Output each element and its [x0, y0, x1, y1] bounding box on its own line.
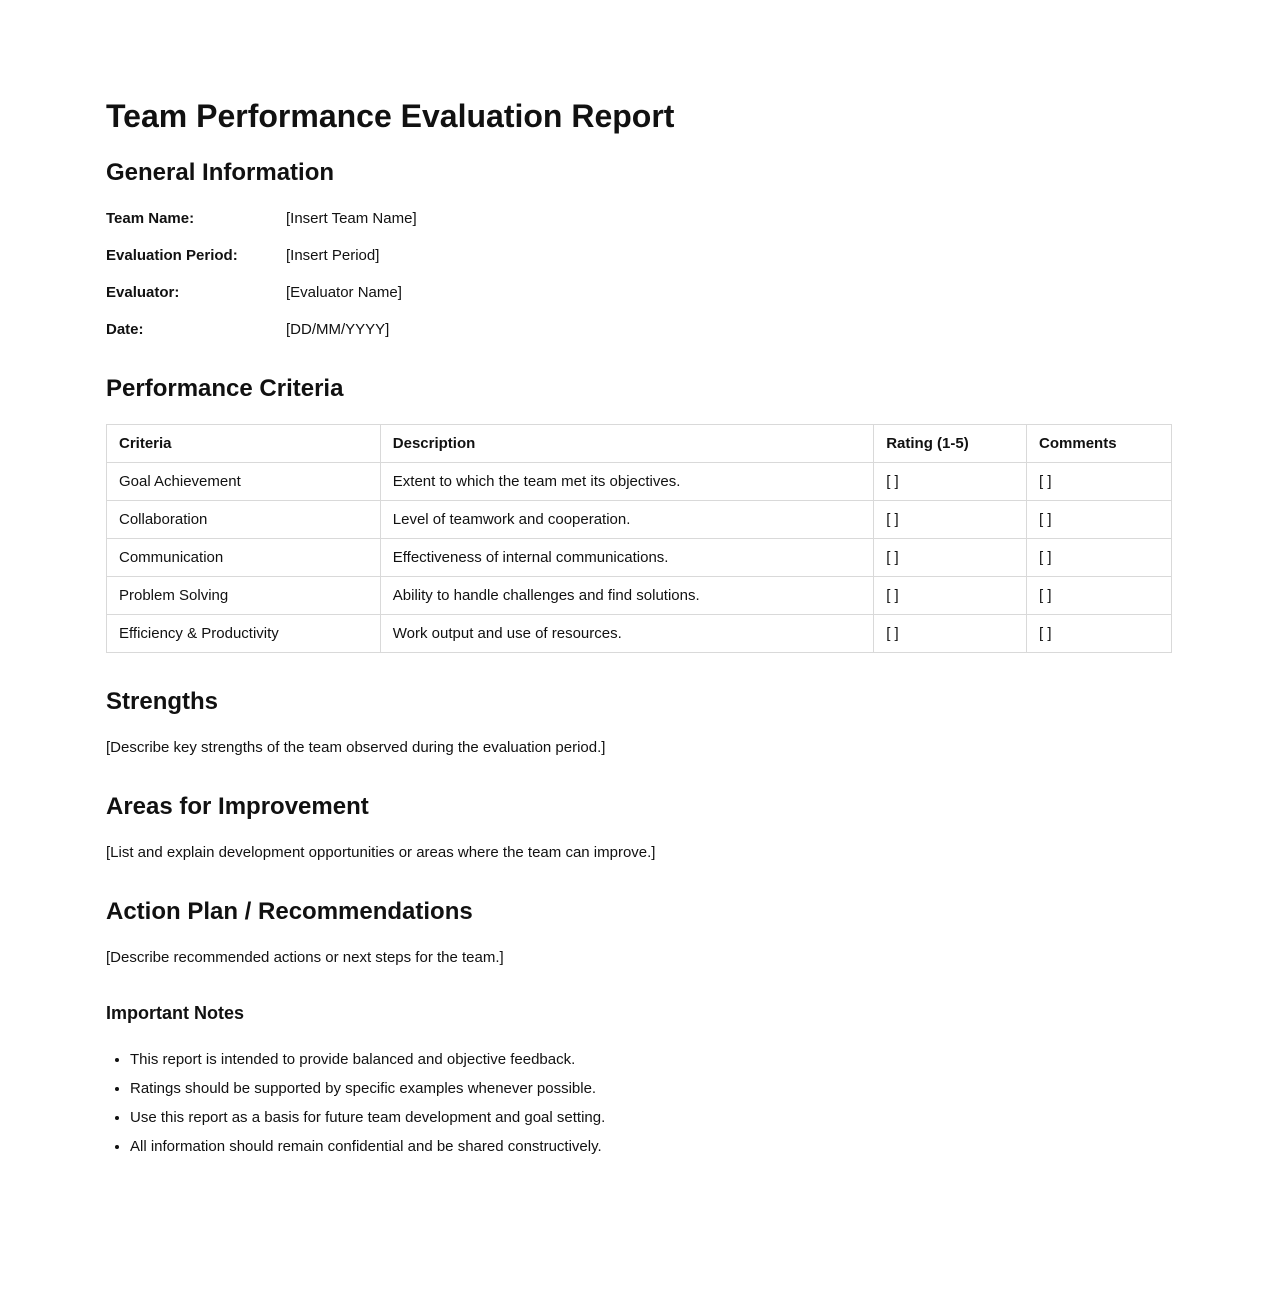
criteria-cell: Collaboration	[107, 501, 381, 539]
description-cell: Ability to handle challenges and find solutions.	[380, 577, 873, 615]
team-name-label: Team Name:	[106, 210, 195, 227]
criteria-cell: Goal Achievement	[107, 463, 381, 501]
action-plan-text: [Describe recommended actions or next steps for the team.]	[106, 949, 504, 966]
list-item: • All information should remain confidential and be shared constructively.	[130, 1132, 605, 1161]
action-plan-heading: Action Plan / Recommendations	[106, 898, 473, 925]
column-header-rating: Rating (1-5)	[874, 425, 1027, 463]
rating-cell[interactable]: [ ]	[874, 615, 1027, 653]
list-item: • This report is intended to provide balanced and objective feedback.	[130, 1045, 605, 1074]
column-header-comments: Comments	[1027, 425, 1172, 463]
page-title: Team Performance Evaluation Report	[106, 98, 675, 134]
strengths-heading: Strengths	[106, 688, 219, 715]
table-row	[107, 501, 1172, 539]
table-row	[107, 463, 1172, 501]
description-cell: Effectiveness of internal communications.	[380, 539, 873, 577]
rating-cell[interactable]: [ ]	[874, 577, 1027, 615]
comments-cell[interactable]: [ ]	[1027, 463, 1172, 501]
performance-criteria-heading: Performance Criteria	[106, 375, 344, 402]
team-name-value: [Insert Team Name]	[286, 210, 417, 227]
strengths-text: [Describe key strengths of the team observed during the evaluation period.]	[106, 739, 606, 756]
table-row	[107, 577, 1172, 615]
improvement-text: [List and explain development opportunities or areas where the team can improve.]	[106, 844, 656, 861]
column-header-description: Description	[380, 425, 873, 463]
evaluation-period-label: Evaluation Period:	[106, 247, 238, 264]
description-cell: Work output and use of resources.	[380, 615, 873, 653]
date-label: Date:	[106, 321, 144, 338]
comments-cell[interactable]: [ ]	[1027, 539, 1172, 577]
criteria-cell: Communication	[107, 539, 381, 577]
comments-cell[interactable]: [ ]	[1027, 577, 1172, 615]
criteria-table	[106, 424, 1172, 653]
improvement-heading: Areas for Improvement	[106, 793, 369, 820]
info-row-team-name	[106, 209, 417, 229]
list-item: • Ratings should be supported by specific examples whenever possible.	[130, 1074, 605, 1103]
evaluator-value: [Evaluator Name]	[286, 284, 402, 301]
description-cell: Extent to which the team met its objectives.	[380, 463, 873, 501]
criteria-cell: Efficiency & Productivity	[107, 615, 381, 653]
table-row	[107, 615, 1172, 653]
rating-cell[interactable]: [ ]	[874, 463, 1027, 501]
evaluation-period-value: [Insert Period]	[286, 247, 380, 264]
info-row-evaluation-period	[106, 246, 379, 266]
table-row	[107, 539, 1172, 577]
info-row-evaluator	[106, 283, 402, 303]
evaluator-label: Evaluator:	[106, 284, 180, 301]
info-row-date	[106, 320, 389, 340]
important-notes-heading: Important Notes	[106, 1003, 245, 1023]
list-item: • Use this report as a basis for future team development and goal setting.	[130, 1103, 605, 1132]
general-info-heading: General Information	[106, 159, 335, 186]
comments-cell[interactable]: [ ]	[1027, 501, 1172, 539]
rating-cell[interactable]: [ ]	[874, 501, 1027, 539]
table-header-row	[107, 425, 1172, 463]
notes-list	[106, 1045, 605, 1161]
comments-cell[interactable]: [ ]	[1027, 615, 1172, 653]
criteria-cell: Problem Solving	[107, 577, 381, 615]
date-value: [DD/MM/YYYY]	[286, 321, 390, 338]
rating-cell[interactable]: [ ]	[874, 539, 1027, 577]
description-cell: Level of teamwork and cooperation.	[380, 501, 873, 539]
column-header-criteria: Criteria	[107, 425, 381, 463]
